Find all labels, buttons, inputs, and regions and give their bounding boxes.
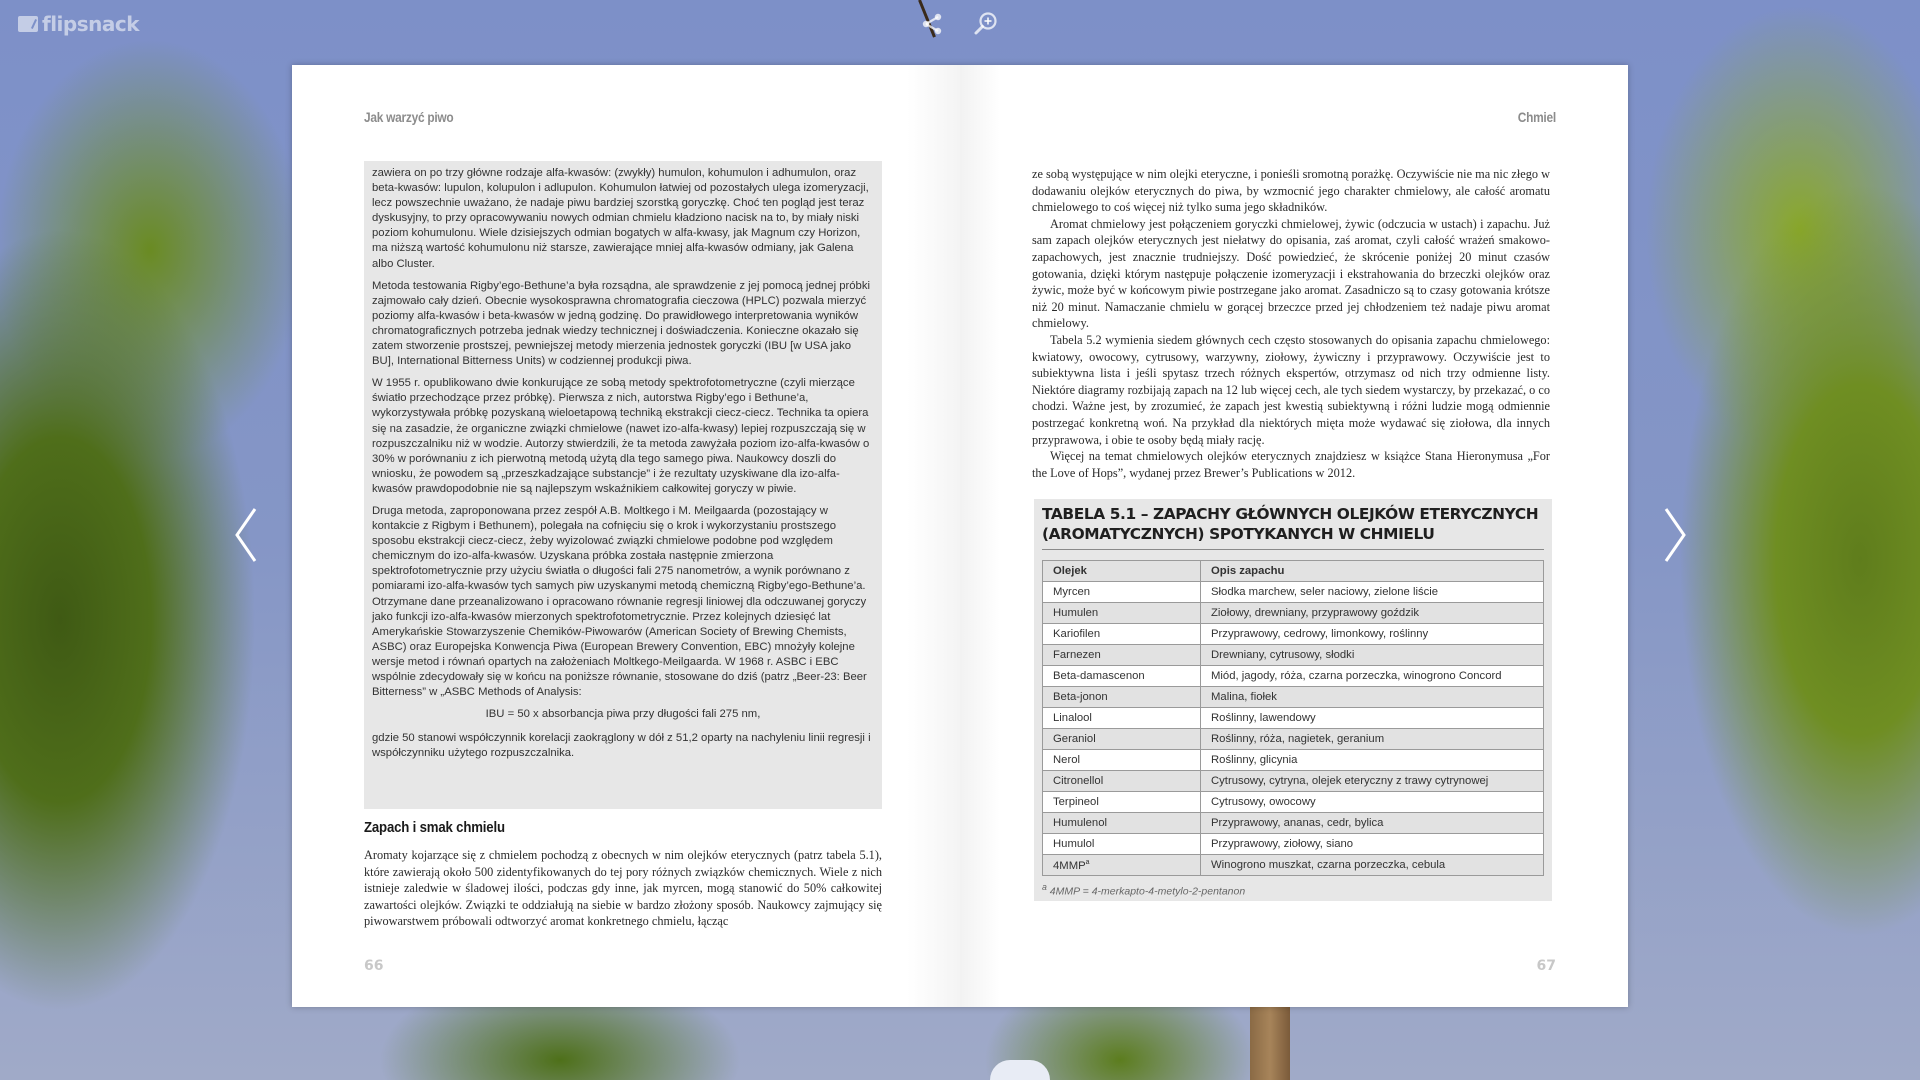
aroma-description-cell: Miód, jagody, róża, czarna porzeczka, winogrono Concord	[1201, 666, 1544, 687]
aroma-description-cell: Winogrono muszkat, czarna porzeczka, cebula	[1201, 855, 1544, 876]
chevron-right-icon	[1660, 505, 1690, 565]
oil-name-cell	[1043, 813, 1201, 834]
aroma-description-cell: Przyprawowy, cedrowy, limonkowy, roślinny	[1201, 624, 1544, 645]
table-header-cell: Opis zapachu	[1201, 561, 1544, 582]
aroma-description-cell: Roślinny, glicynia	[1201, 750, 1544, 771]
oil-name: Linalool	[1053, 712, 1092, 724]
previous-page-button[interactable]	[231, 505, 261, 565]
table-row	[1043, 834, 1544, 855]
aroma-description-cell: Cytrusowy, owocowy	[1201, 792, 1544, 813]
oil-name-cell	[1043, 582, 1201, 603]
table-header-cell: Olejek	[1043, 561, 1201, 582]
aroma-description-cell: Przyprawowy, ananas, cedr, bylica	[1201, 813, 1544, 834]
chevron-left-icon	[231, 505, 261, 565]
section-title: Zapach i smak chmielu	[364, 819, 505, 836]
table-row	[1043, 603, 1544, 624]
table-row	[1043, 855, 1544, 876]
oil-name-cell	[1043, 792, 1201, 813]
oil-name: Citronellol	[1053, 775, 1104, 787]
background-tree-trunk	[1250, 1005, 1290, 1080]
aroma-description-cell: Ziołowy, drewniany, przyprawowy goździk	[1201, 603, 1544, 624]
oil-name-cell	[1043, 855, 1201, 876]
table-row	[1043, 813, 1544, 834]
oil-name-cell	[1043, 624, 1201, 645]
left-body-text	[364, 847, 882, 930]
oil-name: Geraniol	[1053, 733, 1096, 745]
running-head-left: Jak warzyć piwo	[364, 109, 454, 125]
oil-name-cell	[1043, 687, 1201, 708]
oil-name-cell	[1043, 666, 1201, 687]
flipsnack-logo[interactable]	[18, 12, 139, 36]
share-icon	[918, 10, 946, 38]
table-footnote	[1042, 882, 1544, 898]
table-row	[1043, 666, 1544, 687]
sidebar-paragraph: Metoda testowania Rigby’ego-Bethune’a była rozsądna, ale sprawdzenie z jej pomocą jednej próbki zajmowało cały dzień. Obecnie wysokosprawna chromatografia cieczowa (HPLC) pozwala mierzyć poziomy alfa-kwasów i beta-kwasów w jedną godzinę. Do prawidłowego interpretowania wyników chromatograficznych potrzeba jednak wiedzy technicznej i doświadczenia. Konieczne okazało się zatem stworzenie prostszej, pewniejszej metody mierzenia jednostek goryczki (IBU [w USA jako BU], International Bitterness Units) w codziennej produkcji piwa.	[372, 279, 870, 368]
aroma-description-cell: Cytrusowy, cytryna, olejek eteryczny z trawy cytrynowej	[1201, 771, 1544, 792]
aroma-description-cell: Przyprawowy, ziołowy, siano	[1201, 834, 1544, 855]
aroma-description-cell: Drewniany, cytrusowy, słodki	[1201, 645, 1544, 666]
table-row	[1043, 750, 1544, 771]
right-page[interactable]	[960, 65, 1628, 1007]
next-page-button[interactable]	[1660, 505, 1690, 565]
table-row	[1043, 582, 1544, 603]
body-paragraph: Więcej na temat chmielowych olejków eterycznych znajdziesz w książce Stana Hieronymusa „For the Love of Hops”, wydanej przez Brewer’s Publications w 2012.	[1032, 449, 1550, 480]
page-number-left: 66	[364, 958, 384, 974]
table-row	[1043, 624, 1544, 645]
body-paragraph: Aromaty kojarzące się z chmielem pochodzą z obecnych w nim olejków eterycznych (patrz tabela 5.1), które zawierają około 500 zidentyfikowanych do tej pory różnych związków chemicznych. Wiele z nich istnieje zaledwie w śladowej ilości, podczas gdy inne, jak myrcen, mogą stanowić do 50% całkowitej zawartości olejków. Związki te oddziałują na siebie w bardzo złożony sposób. Naukowcy zajmujący się piwowarstwem próbowali odtworzyć aromat konkretnego chmielu, łącząc	[364, 848, 882, 929]
table-row	[1043, 687, 1544, 708]
body-paragraph: Aromat chmielowy jest połączeniem goryczki chmielowej, żywic (odczucia w ustach) i zapachu. Już sam zapach olejków eterycznych jest niełatwy do opisania, zaś aromat, czyli całość wrażeń smakowo-zapachowych, jest znacznie trudniejszy. Dość powiedzieć, że skrócenie poniżej 20 minut czasów gotowania, dzięki którym następuje połączenie izomeryzacji i ekstrahowania do brzeczki olejków oraz żywic, może być w końcowym piwie postrzegane jako aromat. Zasadniczo są to czasy gotowania krótsze niż 20 minut. Namaczanie chmielu w gorącej brzeczce przed jej chłodzeniem też nadaje piwu aromat chmielowy.	[1032, 216, 1550, 331]
left-page[interactable]	[292, 65, 960, 1007]
oil-name: Humulenol	[1053, 817, 1108, 829]
table-row	[1043, 792, 1544, 813]
aroma-description-cell: Roślinny, lawendowy	[1201, 708, 1544, 729]
oil-name-cell	[1043, 771, 1201, 792]
oil-name-cell	[1043, 750, 1201, 771]
book-spread[interactable]	[292, 65, 1628, 1007]
oil-name: Farnezen	[1053, 649, 1101, 661]
table-box	[1034, 499, 1552, 901]
oil-name: Terpineol	[1053, 796, 1099, 808]
logo-text: flipsnack	[42, 12, 140, 36]
table-row	[1043, 771, 1544, 792]
aroma-description-cell: Roślinny, róża, nagietek, geranium	[1201, 729, 1544, 750]
footnote-text: 4MMP = 4-merkapto-4-metylo-2-pentanon	[1049, 885, 1246, 898]
table-row	[1043, 645, 1544, 666]
footnote-marker: a	[1085, 858, 1090, 866]
table-row	[1043, 729, 1544, 750]
oil-name: Myrcen	[1053, 586, 1091, 598]
oil-name: Humulol	[1053, 838, 1095, 850]
sidebar-paragraph: zawiera on po trzy główne rodzaje alfa-kwasów: (zwykły) humulon, kohumulon i adhumulon, oraz beta-kwasów: lupulon, kolupulon i adlupulon. Kohumulon łatwiej od pozostałych ulega izomeryzacji, lecz powszechnie uważano, że nadaje piwu bardziej szorstką goryczkę. Choć ten pogląd jest teraz dyskusyjny, to przy opracowywaniu nowych odmian chmielu kładziono nacisk na to, by miały niski poziom kohumulonu. Wiele dzisiejszych odmian bogatych w alfa-kwasy, jak Magnum czy Horizon, ma niższą wartość kohumulonu niż starsze, zawierające mniej alfa-kwasów odmiany, jak Galena albo Cluster.	[372, 167, 869, 270]
table-row	[1043, 708, 1544, 729]
zoom-in-icon	[972, 10, 1000, 38]
oil-name-cell	[1043, 729, 1201, 750]
ibu-formula: IBU = 50 x absorbancja piwa przy długości fali 275 nm,	[485, 708, 761, 721]
table-header-row	[1043, 561, 1544, 582]
oil-name-cell	[1043, 645, 1201, 666]
oil-name: Nerol	[1053, 754, 1080, 766]
sidebar-paragraph: W 1955 r. opublikowano dwie konkurujące ze sobą metody spektrofotometryczne (czyli mierzące światło przechodzące przez próbkę). Pierwsza z nich, autorstwa Rigby’ego i Bethune’a, wykorzystywała próbkę pozyskaną wieloetapową techniką ekstrakcji ciecz-ciecz. Technika ta opiera się na zasadzie, że organiczne związki chmielowe (nawet izo-alfa-kwasy) lepiej rozpuszczają się w rozpuszczalniku niż w wodzie. Autorzy stwierdzili, że ta metoda zawyżała poziom izo-alfa-kwasów o 30% w porównaniu z ich pierwotną metodą użytą dla tego samego piwa. Naukowcy doszli do wniosku, że powodem są „przeszkadzające substancje” i że rezultaty uzyskiwane dla izo-alfa-kwasów prawdopodobnie nie są najlepszym wskaźnikiem całkowitej goryczy w piwie.	[372, 377, 870, 495]
aroma-description-cell: Malina, fiołek	[1201, 687, 1544, 708]
oil-name: 4MMP	[1053, 859, 1086, 872]
zoom-in-button[interactable]	[972, 10, 1000, 38]
page-number-right: 67	[1536, 958, 1556, 974]
oil-name-cell	[1043, 603, 1201, 624]
aroma-description-cell: Słodka marchew, seler naciowy, zielone liście	[1201, 582, 1544, 603]
oil-name: Kariofilen	[1053, 628, 1101, 640]
oil-name-cell	[1043, 834, 1201, 855]
flipsnack-logo-icon	[18, 16, 38, 32]
body-paragraph: ze sobą występujące w nim olejki eteryczne, i ponieśli sromotną porażkę. Oczywiście nie ma nic złego w dodawaniu olejków eterycznych do piwa, by wzmocnić jego charakter chmielowy, ale całość aromatu chmielowego to coś więcej niż tylko suma jego składników.	[1032, 167, 1550, 215]
sidebar-paragraph: gdzie 50 stanowi współczynnik korelacji zaokrąglony w dół z 51,2 oparty na nachyleniu linii regresji i współczynniku użytego rozpuszczalnika.	[372, 732, 871, 760]
oils-table	[1042, 560, 1544, 876]
body-paragraph: Tabela 5.2 wymienia siedem głównych cech często stosowanych do opisania zapachu chmielowego: kwiatowy, owocowy, cytrusowy, warzywny, ziołowy, żywiczny i przyprawowy. Oczywiście jest to subiektywna lista i jeśli spytasz trzech różnych ekspertów, otrzymasz od nich trzy odmienne listy. Niektóre diagramy rozbijają zapach na 12 lub więcej cech, ale tych siedem wystarczy, by przekazać, o co chodzi. Ważne jest, by zrozumieć, że zapach jest kwestią subiektywną i różni ludzie mogą odmiennie postrzegać konkretną woń. Na przykład dla niektórych mięta może wydawać się ziołowa, dla innych przyprawowa, i obie te osoby będą miały rację.	[1032, 332, 1550, 447]
background-cloud	[990, 1060, 1050, 1080]
footnote-marker: a	[1042, 882, 1047, 892]
share-button[interactable]	[918, 10, 946, 38]
oil-name: Beta-damascenon	[1053, 670, 1145, 682]
right-body-text	[1032, 166, 1550, 481]
sidebar-box	[364, 161, 882, 809]
sidebar-paragraph: Druga metoda, zaproponowana przez zespół A.B. Moltkego i M. Meilgaarda (pozostający w kontakcie z Rigbym i Bethunem), polegała na cofnięciu się o krok i wykorzystaniu prostszego sposobu ekstrakcji ciecz-ciecz, żeby wyizolować związki chmielowe podobne pod względem chemicznym do izo-alfa-kwasów. Uzyskana próbka została następnie zmierzona spektrofotometrycznie przy użyciu światła o długości fali 275 nanometrów, a wynik porównano z pomiarami izo-alfa-kwasów tych samych piw uzyskanymi metodą chemiczną Rigby’ego-Bethune’a. Otrzymane dane przeanalizowano i opracowano równanie regresji liniowej dla odczuwanej goryczy jako funkcji izo-alfa-kwasów mierzonych spektrofotometrycznie. Przez kolejnych dziesięć lat Amerykańskie Stowarzyszenie Chemików-Piwowarów (American Society of Brewing Chemists, ASBC) oraz Europejska Konwencja Piwa (European Brewery Convention, EBC) mnożyły kolejne wersje metod i równań opartych na założeniach Moltkego-Meilgaarda. W 1968 r. ASBC i EBC wspólnie zdecydowały się w końcu na poniższe równanie, stosowane do dziś (patrz „Beer-23: Beer Bitterness” w „ASBC Methods of Analysis:	[372, 504, 867, 699]
oil-name-cell	[1043, 708, 1201, 729]
running-head-right: Chmiel	[1517, 109, 1556, 125]
oil-name: Humulen	[1053, 607, 1099, 619]
table-title: TABELA 5.1 – ZAPACHY GŁÓWNYCH OLEJKÓW ETERYCZNYCH (AROMATYCZNYCH) SPOTYKANYCH W CHMIELU	[1042, 504, 1544, 550]
oil-name: Beta-jonon	[1053, 691, 1108, 703]
